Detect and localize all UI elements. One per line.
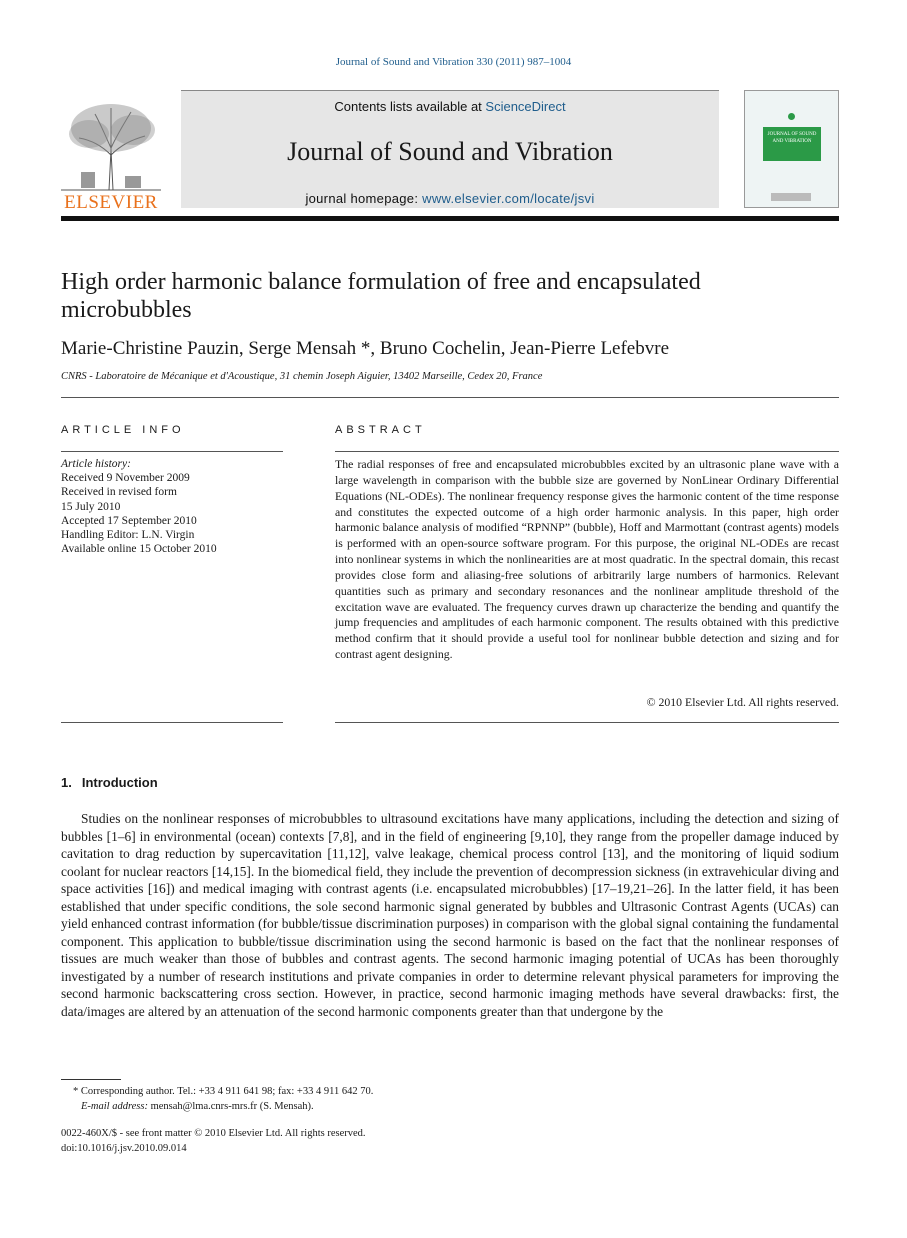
- abstract-top-rule: [335, 451, 839, 452]
- abstract-copyright: © 2010 Elsevier Ltd. All rights reserved.: [646, 695, 839, 709]
- front-matter: [61, 1126, 761, 1156]
- journal-citation[interactable]: Journal of Sound and Vibration 330 (2011) 987–1004: [335, 56, 572, 68]
- history-entry: Received in revised form: [61, 486, 177, 499]
- history-entry: 15 July 2010: [61, 500, 121, 513]
- journal-homepage: [181, 191, 719, 206]
- article-history: [61, 457, 283, 556]
- section-number: 1.: [61, 775, 72, 790]
- history-entry: Received 9 November 2009: [61, 472, 190, 485]
- abstract-bottom-rule: [335, 722, 839, 723]
- journal-banner: [181, 90, 719, 208]
- cover-publisher-mark: [771, 193, 811, 201]
- title-divider: [61, 397, 839, 398]
- corresponding-author-note: * Corresponding author. Tel.: +33 4 911 641 98; fax: +33 4 911 642 70.: [73, 1086, 374, 1097]
- sciencedirect-link[interactable]: ScienceDirect: [485, 99, 566, 114]
- elsevier-wordmark[interactable]: ELSEVIER: [64, 192, 158, 213]
- history-label: Article history:: [61, 458, 131, 470]
- section-title: Introduction: [81, 775, 158, 790]
- cover-title: JOURNAL OF SOUND AND VIBRATION: [763, 127, 821, 161]
- doi-link[interactable]: doi:10.1016/j.jsv.2010.09.014: [61, 1143, 187, 1154]
- article-info-bottom-rule: [61, 722, 283, 723]
- article-title: High order harmonic balance formulation of free and encapsulated microbubbles: [61, 269, 701, 323]
- masthead: [61, 90, 839, 213]
- author-list: Marie-Christine Pauzin, Serge Mensah *, Bruno Cochelin, Jean-Pierre Lefebvre: [61, 338, 669, 359]
- journal-name: Journal of Sound and Vibration: [287, 137, 613, 166]
- homepage-link[interactable]: www.elsevier.com/locate/jsvi: [422, 191, 595, 206]
- email-label: E-mail address:: [81, 1101, 148, 1112]
- email-address[interactable]: mensah@lma.cnrs-mrs.fr (S. Mensah).: [147, 1101, 314, 1112]
- contents-availability: [181, 99, 719, 114]
- author-affiliation: CNRS - Laboratoire de Mécanique et d'Acoustique, 31 chemin Joseph Aiguier, 13402 Marseille, Cedex 20, France: [61, 371, 543, 382]
- journal-cover-thumbnail[interactable]: [744, 90, 839, 208]
- section-heading-introduction: [61, 775, 158, 790]
- article-info-heading: ARTICLE INFO: [61, 424, 185, 436]
- history-entry: Available online 15 October 2010: [61, 543, 217, 556]
- front-matter-line: 0022-460X/$ - see front matter © 2010 Elsevier Ltd. All rights reserved.: [61, 1128, 366, 1139]
- history-entry: Handling Editor: L.N. Virgin: [61, 529, 195, 542]
- article-info-top-rule: [61, 451, 283, 452]
- introduction-paragraph: Studies on the nonlinear responses of microbubbles to ultrasound excitations have many applications, including the detection and sizing of bubbles [1–6] in environmental (ocean) contexts [7,8], and in the field of engineering [9,10], they range from the propeller damage induced by cavitation to drag reduction by supercavitation [11,12], valve leakage, chemical process control [13], and the monitoring of liquid sodium coolant for nuclear reactors [14,15]. In the biomedical field, they include the prevention of decompression sickness (in extravehicular diving and space activities [16]) and medical imaging with contrast agents (i.e. encapsulated microbubbles) [17–19,21–26]. In the latter field, it has been established that under specific conditions, the sole second harmonic signal generated by bubbles and Ultrasonic Contrast Agents (UCAs) can yield enhanced contrast information (for bubble/tissue discrimination purposes) in comparison with the global signal containing the fundamental component. This application to bubble/tissue discrimination using the second harmonic is based on the fact that the nonlinear responses of tissues are much weaker than those of bubbles and contrast agents. The second harmonic imaging potential of UCAs has been thoroughly investigated by a number of research institutions and private companies in order to determine relevant physical parameters for improving the second harmonic backscattering cross section. However, in practice, second harmonic imaging methods have several drawbacks: first, the data/images are altered by an attenuation of the second harmonic components greater than that undergone by the: [61, 811, 839, 1019]
- abstract-body: The radial responses of free and encapsulated microbubbles excited by an ultrasonic plane wave with a large wavelength in comparison with the bubble size are governed by NonLinear Ordinary Differential Equations (NL-ODEs). The nonlinear frequency response gives the harmonic content of the time response and constitutes the expected outcome of a high order harmonic analysis. In this paper, high order harmonic balance analysis of modified “RPNNP” (bubble), Hoff and Marmottant (contrast agents) models is performed with an open-source software program. For this purpose, the original NL-ODEs are recast into nonlinear systems in which the nonlinearities are at most quadratic. In the spectral domain, this recast provides close form and aliasing-free solutions of arbitrarily large numbers of harmonics. Relevant quantities such as primary and secondary resonances and the nonlinear amplitude threshold of the excitation wave are evaluated. The frequency curves drawn up characterize the bending and quantify the jump frequencies and amplitudes of each harmonic component. The results obtained with this predictive method confirm that it should provide a useful tool for nonlinear bubble detection and sizing and for contrast agent designing.: [335, 457, 839, 662]
- contents-prefix: Contents lists available at: [334, 99, 486, 114]
- homepage-prefix: journal homepage:: [305, 191, 423, 206]
- header-divider: [61, 216, 839, 221]
- abstract-heading: ABSTRACT: [335, 424, 426, 436]
- email-note: [61, 1099, 761, 1114]
- footnotes: [61, 1084, 761, 1114]
- cover-emblem-icon: [788, 113, 795, 120]
- footnote-divider: [61, 1079, 121, 1080]
- history-entry: Accepted 17 September 2010: [61, 514, 197, 527]
